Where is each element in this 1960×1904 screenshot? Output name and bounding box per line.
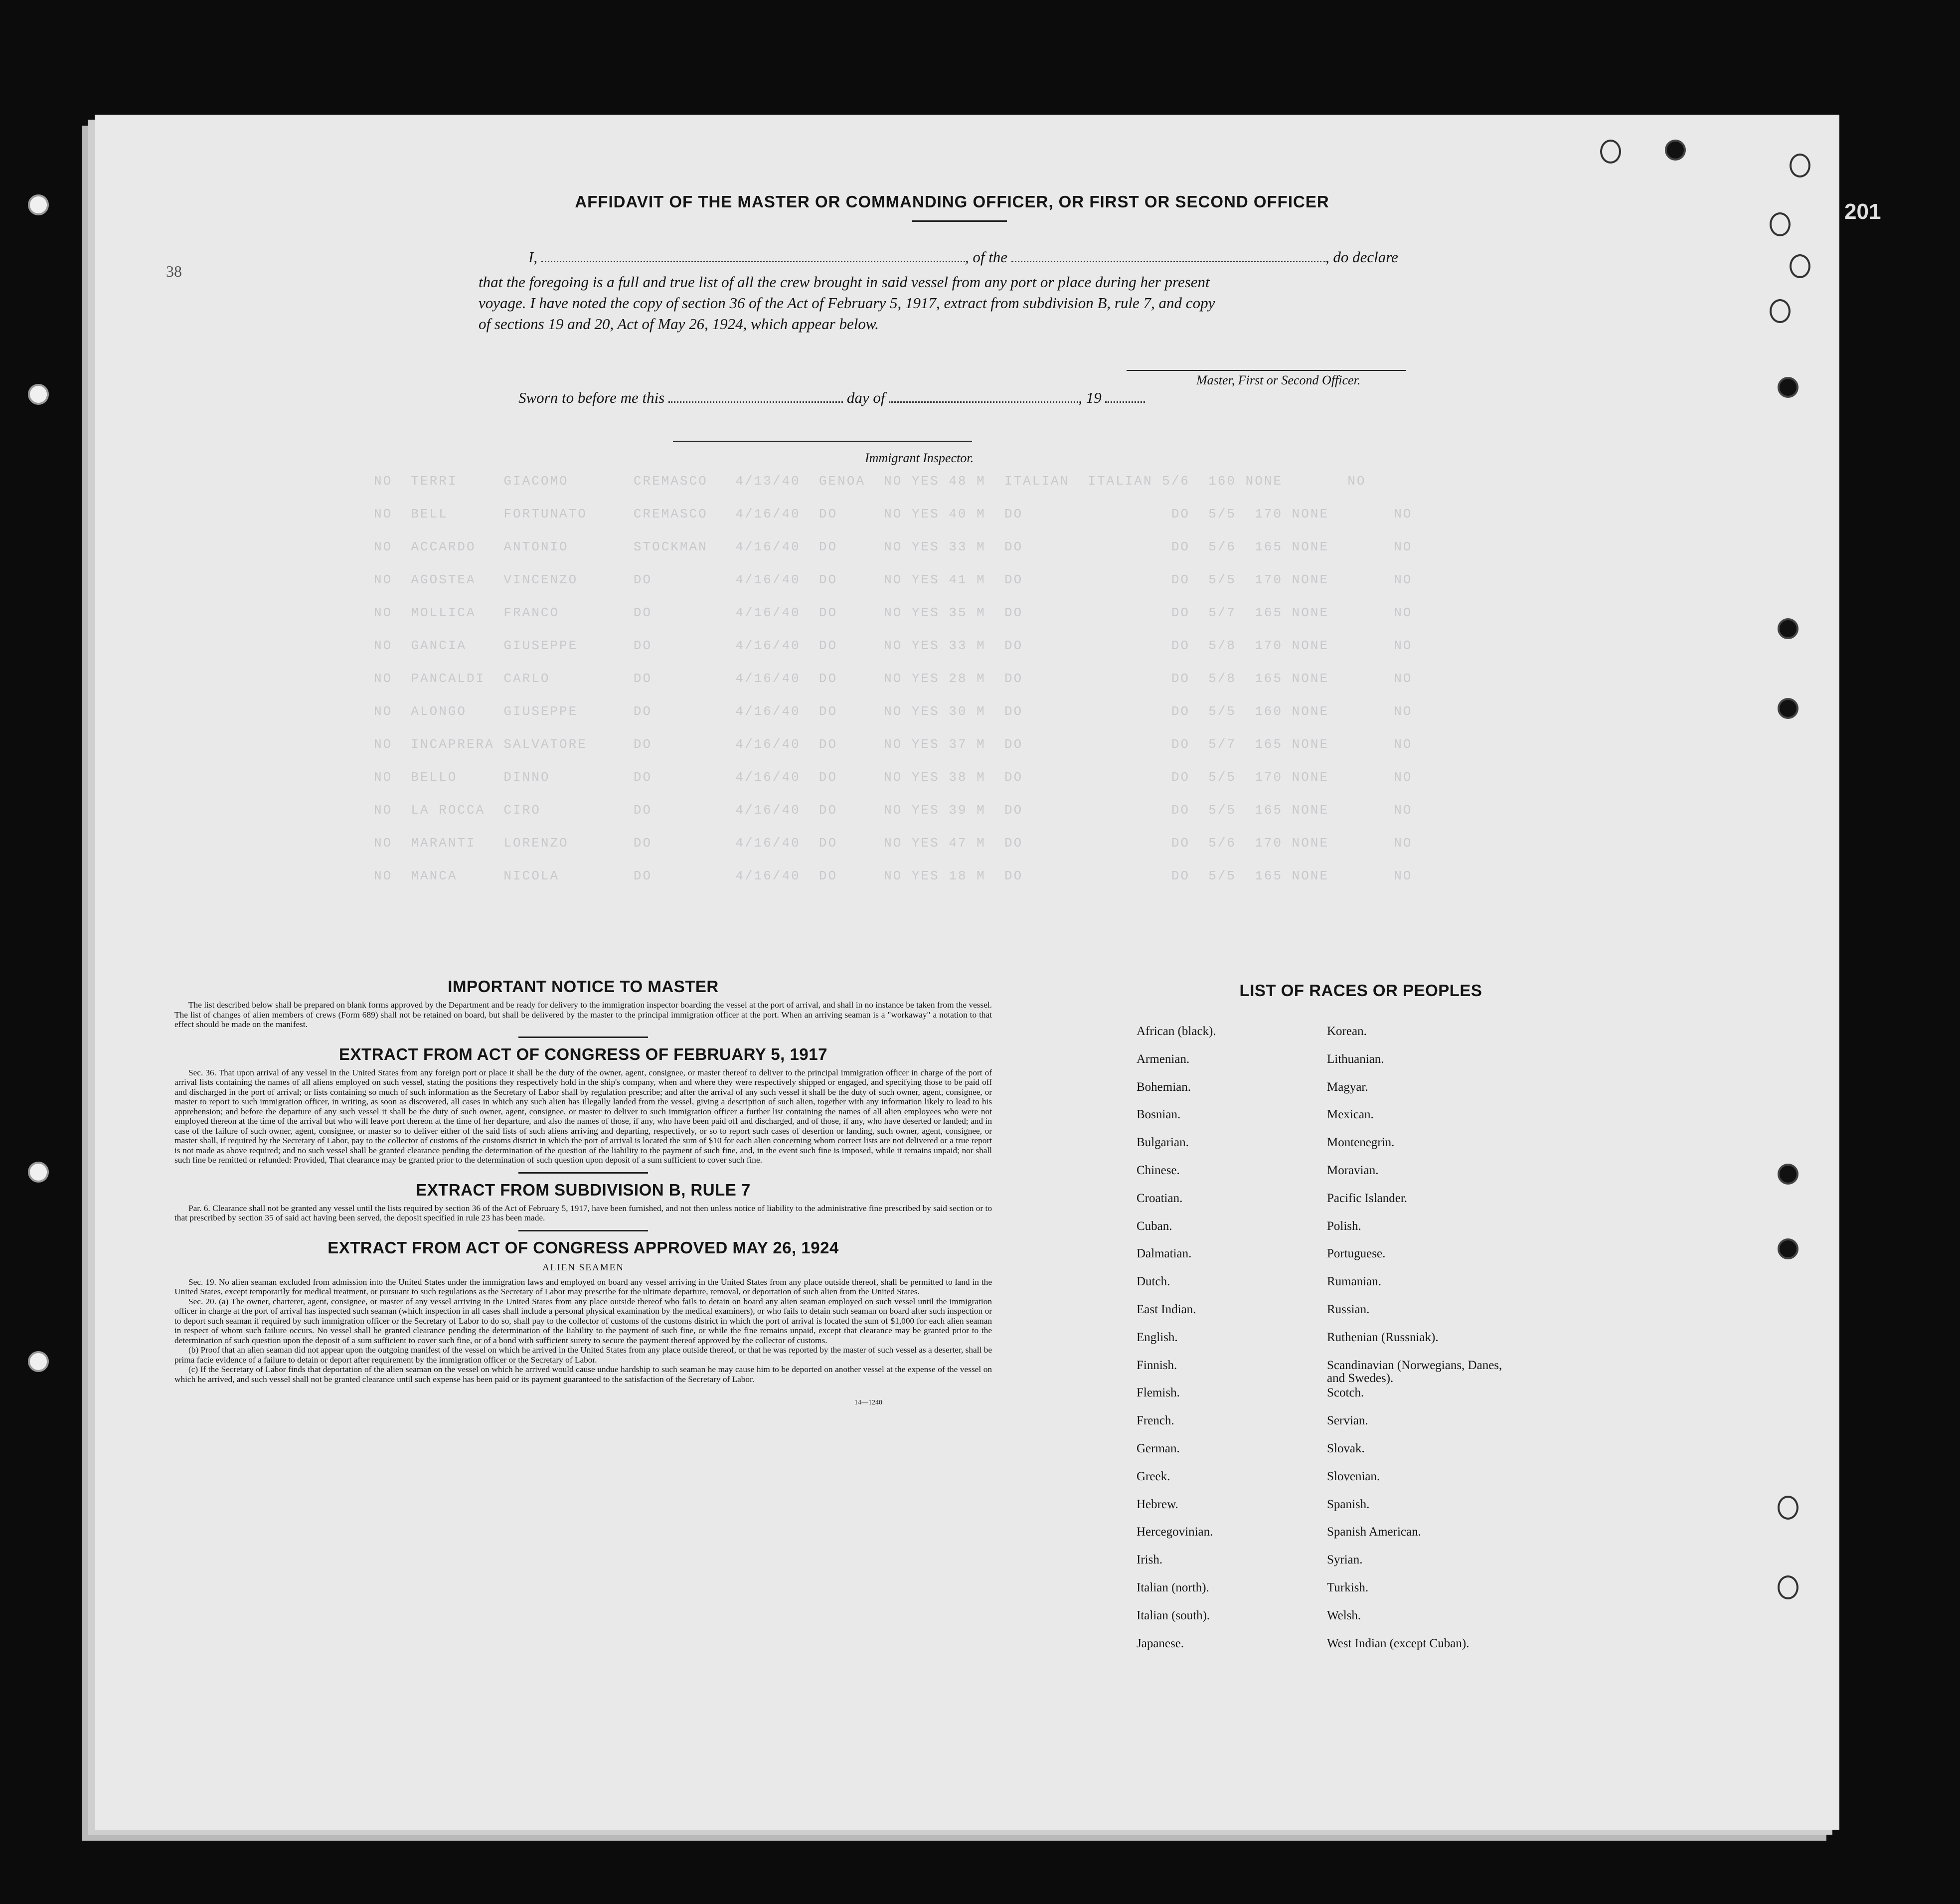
race-entry: Greek. [1137,1469,1170,1483]
affidavit-body-line: of sections 19 and 20, Act of May 26, 1924, which appear below. [479,315,879,333]
sec20a-text: Sec. 20. (a) The owner, charterer, agent, consignee, or master of any vessel arriving in the United States from any place outside thereof who fails to detain on board any alien seaman employed on such vessel until the immigration officer in charge at the port of arrival has inspected such seaman (which inspection in all cases shall include a personal physical examination by the medical examiners), or who fails to detain such seaman on board after such inspection or to deport such seaman if required by such immigration officer or the Secretary of Labor to do so, shall pay to the collector of customs of the customs district in which the port of arrival is located the sum of $1,000 for each alien seaman in respect of whom such failure occurs. No vessel shall be granted clearance pending the determination of the liability to the payment of such fine, or while the fine remains unpaid, except that clearance may be granted prior to the determination of such question upon the deposit of a sum sufficient to cover such fine, or of a bond with sufficient surety to secure the payment thereof approved by the collector of customs. [174,1296,992,1345]
race-entry: Lithuanian. [1327,1052,1384,1066]
punch-ring [1600,140,1621,164]
race-entry: East Indian. [1137,1302,1196,1316]
sworn-day-blank[interactable] [668,401,843,403]
races-column-1 [1137,1025,1326,1665]
binder-hole [28,194,49,215]
race-entry: Cuban. [1137,1219,1172,1233]
legal-extracts [174,977,992,1407]
race-entry: Slovak. [1327,1441,1365,1455]
race-entry: Bulgarian. [1137,1136,1189,1150]
race-entry: Korean. [1327,1025,1367,1038]
races-title: LIST OF RACES OR PEOPLES [1239,981,1482,1000]
punch-ring [1790,254,1810,278]
punch-hole [1778,1164,1798,1185]
race-entry: Hercegovinian. [1137,1525,1213,1539]
race-entry: Finnish. [1137,1358,1177,1372]
race-entry: Polish. [1327,1219,1361,1233]
race-entry: Italian (north). [1137,1580,1209,1594]
sec20b-text: (b) Proof that an alien seaman did not appear upon the outgoing manifest of the vessel on which he arrived in the United States from any place outside thereof, or that he was reported by the master of such vessel as a deserter, shall be prima facie evidence of a failure to detain or deport after requirement by the immigration officer or the Secretary of Labor. [174,1345,992,1365]
sworn-line [518,389,1145,407]
extract-1924-title: EXTRACT FROM ACT OF CONGRESS APPROVED MAY 26, 1924 [327,1238,839,1257]
binder-hole [28,1162,49,1183]
punch-hole [1778,698,1798,719]
race-entry: Flemish. [1137,1386,1180,1400]
race-entry: Italian (south). [1137,1608,1210,1622]
divider [518,1037,648,1038]
race-entry: Japanese. [1137,1636,1184,1650]
race-entry: Irish. [1137,1553,1163,1567]
race-entry: Dutch. [1137,1275,1170,1289]
race-entry: West Indian (except Cuban). [1327,1636,1470,1650]
sworn-month-blank[interactable] [889,401,1078,403]
divider [518,1172,648,1174]
punch-hole [1778,377,1798,398]
race-entry: Moravian. [1327,1163,1379,1177]
punch-hole [1778,618,1798,639]
race-entry: Russian. [1327,1302,1370,1316]
divider [518,1230,648,1231]
race-entry: French. [1137,1414,1174,1428]
inspector-label: Immigrant Inspector. [865,451,974,465]
race-entry: Welsh. [1327,1608,1361,1622]
race-entry: Armenian. [1137,1052,1190,1066]
punch-hole [1778,1238,1798,1259]
affidavit-body-line: that the foregoing is a full and true list of all the crew brought in said vessel from any port or place during her present [479,273,1210,291]
affidavit-declaration-line [528,248,1398,266]
extract-rule7-title: EXTRACT FROM SUBDIVISION B, RULE 7 [416,1180,751,1199]
affidavit-body [479,272,1535,335]
race-entry: African (black). [1137,1025,1216,1038]
extract-1917-title: EXTRACT FROM ACT OF CONGRESS OF FEBRUARY 5, 1917 [339,1044,827,1063]
master-label: Master, First or Second Officer. [1196,373,1361,387]
race-entry: Portuguese. [1327,1247,1386,1261]
race-entry: Pacific Islander. [1327,1191,1408,1205]
binder-hole [28,384,49,405]
affidavit-title: AFFIDAVIT OF THE MASTER OR COMMANDING OFFICER, OR FIRST OR SECOND OFFICER [575,192,1329,211]
race-entry: Hebrew. [1137,1497,1178,1511]
race-entry: Dalmatian. [1137,1247,1192,1261]
alien-seamen-subtitle: ALIEN SEAMEN [542,1262,624,1273]
race-entry: Magyar. [1327,1080,1368,1094]
punch-ring [1778,1496,1798,1520]
race-entry: Bohemian. [1137,1080,1191,1094]
race-entry: Mexican. [1327,1108,1374,1122]
document-page: 38 NO TERRI GIACOMO CREMASCO 4/13/40 GENOA NO YES 48 M ITALIAN ITALIAN 5/6 160 NONE NO NO BELL FORTUNATO CREMASCO 4/16/40 DO NO YES 40 M DO DO 5/5 170 NONE NO NO ACCARDO ANTONIO STOCKMAN 4/16/40 DO NO YES 33 M DO DO 5/6 165 NONE NO NO AGOSTEA VINCENZO DO 4/16/40 DO NO YES 41 M DO DO 5/5 170 NONE NO NO MOLLICA FRANCO DO 4/16/40 DO NO YES 35 M DO DO 5/7 165 NONE NO NO GANCIA GIUSEPPE DO 4/16/40 DO NO YES 33 M DO DO 5/8 170 NONE NO NO PANCALDI CARLO DO 4/16/40 DO NO YES 28 M DO DO 5/8 165 NONE NO NO ALONGO GIUSEPPE DO 4/16/40 DO NO YES 30 M DO DO 5/5 160 NONE NO NO INCAPRERA SALVATORE DO 4/16/40 DO NO YES 37 M DO DO 5/7 165 NONE NO NO BELLO DINNO DO 4/16/40 DO NO YES 38 M DO DO 5/5 170 NONE NO NO LA ROCCA CIRO DO 4/16/40 DO NO YES 39 M DO DO 5/5 165 NONE NO NO MARANTI LORENZO DO 4/16/40 DO NO YES 47 M DO DO 5/6 170 NONE NO NO MANCA NICOLA DO 4/16/40 DO NO YES 18 M DO DO 5/5 165 NONE NO AFFIDAVIT OF THE MASTER OR COMMANDING OFFICER, OR FIRST OR SECOND OFFICER I, , of the , do declare that the foregoing is a full and true list of all the crew brought in said vessel from any port or place during her present voyage. I have noted the copy of section 36 of the Act of February 5, 1917, extract from subdivision B, rule 7, and copy of sections 19 and 20, Act of May 26, 1924, which appear below. Master, First or Second Officer. Sworn to before me this day of , 19 Immigrant Inspector. IMPORTANT NOTICE TO MASTER The list described below shall be prepared on blank forms approved by the Department and be ready for delivery to the immigration inspector boarding the vessel at the port of arrival, and shall in no instance be taken from the vessel. The list of changes of alien members of crews (Form 689) shall not be retained on board, but shall be delivered by the master to the principal immigration officer at the port. When an arriving seaman is a "workaway" a notation to that effect should be made on the manifest. EXTRACT FROM ACT OF CONGRESS OF FEBRUARY 5, 1917 Sec. 36. That upon arrival of any vessel in the United States from any foreign port or place it shall be the duty of the owner, agent, consignee, or master thereof to deliver to the principal immigration officer in charge of the port of arrival lists containing the names of all aliens employed on such vessel, stating the positions they respectively hold in the ship's company, when and where they were respectively shipped or engaged, and specifying those to be paid off and discharged in the port of arrival; or lists containing so much of such information as the Secretary of Labor shall by regulation prescribe; and after the arrival of any such vessel it shall be the duty of such owner, agent, consignee, or master to report to such immigration officer, in writing, as soon as discovered, all cases in which any such alien has illegally landed from the vessel, giving a description of such alien, together with any information likely to lead to his apprehension; and before the departure of any such vessel it shall be the duty of such owner, agent, consignee, or master to deliver to such immigration officer a further list containing the names of all alien employees who were not employed thereon at the time of the arrival but who will leave port thereon at the time of her departure, and also the names of those, if any, who have been paid off and discharged, and of those, if any, who have deserted or landed; and in case of the failure of such owner, agent, consignee, or master so to deliver either of the said lists of such aliens arriving and departing, respectively, or so to report such cases of desertion or landing, such owner, agent, consignee, or master shall, if required by the Secretary of Labor, pay to the collector of customs of the customs district in which the port of arrival is located the sum of $10 for each alien concerning whom correct lists are not delivered or a true report is not made as above required; and no such vessel shall be granted clearance pending the determination of the question of the liability to the payment of such fine, and, in the event such fine is imposed, while it remains unpaid; nor shall such fine be remitted or refunded: Provided, That clearance may be granted prior to the determination of such question upon deposit of a sum sufficient to cover such fine. EXTRACT FROM SUBDIVISION B, RULE 7 Par. 6. Clearance shall not be granted any vessel until the lists required by section 36 of the Act of February 5, 1917, have been furnished, and not then unless notice of liability to the administrative fine prescribed by said section or to that prescribed by section 35 of said act having been served, the deposit specified in rule 23 has been made. EXTRACT FROM ACT OF CONGRESS APPROVED MAY 26, 1924 ALIEN SEAMEN Sec. 19. No alien seaman excluded from admission into the United States under the immigration laws and employed on board any vessel arriving in the United States from any place outside thereof, shall be permitted to land in the United States, except temporarily for medical treatment, or pursuant to such regulations as the Secretary of Labor may prescribe for the ultimate departure, removal, or deportation of such alien from the United States. Sec. 20. (a) The owner, charterer, agent, consignee, or master of any vessel arriving in the United States from any place outside thereof who fails to detain on board any alien seaman employed on such vessel until the immigration officer in charge at the port of arrival has inspected such seaman (which inspection in all cases shall include a personal physical examination by the medical examiners), or who fails to detain such seaman on board after such inspection or to deport such seaman if required by such immigration officer or the Secretary of Labor to do so, shall pay to the collector of customs of the customs district in which the port of arrival is located the sum of $1,000 for each alien seaman in respect of whom such failure occurs. No vessel shall be granted clearance pending the determination of the liability to the payment of such fine, or while the fine remains unpaid, except that clearance may be granted prior to the determination of such question upon the deposit of a sum sufficient to cover such fine, or of a bond with sufficient surety to secure the payment thereof approved by the collector of customs. (b) Proof that an alien seaman did not appear upon the outgoing manifest of the vessel on which he arrived in the United States from any place outside thereof, or that he was reported by the master of such vessel as a deserter, shall be prima facie evidence of a failure to detain or deport after requirement by the immigration officer or the Secretary of Labor. (c) If the Secretary of Labor finds that deportation of the alien seaman on the vessel on which he arrived would cause undue hardship to such seaman he may cause him to be deported on another vessel at the expense of the vessel on which he arrived, and such vessel shall not be granted clearance until such expense has been paid or its payment guaranteed to the satisfaction of the Secretary of Labor. 14—1240 LIST OF RACES OR PEOPLES African (black). Armenian. Bohemian. Bosnian. Bulgarian. Chinese. Croatian. Cuban. Dalmatian. Dutch. East Indian. English. Finnish. Flemish. French. German. Greek. Hebrew. Hercegovinian. Irish. Italian (north). Italian (south). Japanese. Korean. Lithuanian. Magyar. Mexican. Montenegrin. Moravian. Pacific Islander. Polish. Portuguese. Rumanian. Russian. Ruthenian (Russniak). Scandinavian (Norwegians, Danes, and Swedes). Scotch. Servian. Slovak. Slovenian. Spanish. Spanish American. Syrian. Turkish. Welsh. West Indian (except Cuban). [95,115,1839,1830]
race-entry: Montenegrin. [1327,1136,1395,1150]
race-entry: Turkish. [1327,1580,1369,1594]
races-column-2 [1327,1025,1516,1665]
master-signature-line[interactable] [1127,370,1406,371]
page-mark: 38 [166,262,182,280]
sec20c-text: (c) If the Secretary of Labor finds that deportation of the alien seaman on the vessel on which he arrived would cause undue hardship to such seaman he may cause him to be deported on another vessel at the expense of the vessel on which he arrived, and such vessel shall not be granted clearance until such expense has been paid or its payment guaranteed to the satisfaction of the Secretary of Labor. [174,1365,992,1384]
race-entry: Spanish American. [1327,1525,1421,1539]
declaration-i: I, [528,248,538,266]
punch-hole [1665,140,1686,161]
race-entry: Scotch. [1327,1386,1364,1400]
race-entry: Croatian. [1137,1191,1183,1205]
race-entry: Ruthenian (Russniak). [1327,1330,1439,1344]
race-entry: Chinese. [1137,1163,1180,1177]
punch-ring [1770,212,1791,236]
notice-title: IMPORTANT NOTICE TO MASTER [448,977,719,996]
race-entry: Syrian. [1327,1553,1363,1567]
race-entry: English. [1137,1330,1178,1344]
race-entry: Bosnian. [1137,1108,1181,1122]
extract-1917-text: Sec. 36. That upon arrival of any vessel in the United States from any foreign port or place it shall be the duty of the owner, agent, consignee, or master thereof to deliver to the principal immigration officer in charge of the port of arrival lists containing the names of all aliens employed on such vessel, stating the positions they respectively hold in the ship's company, when and where they were respectively shipped or engaged, and specifying those to be paid off and discharged in the port of arrival; or lists containing so much of such information as the Secretary of Labor shall by regulation prescribe; and after the arrival of any such vessel it shall be the duty of such owner, agent, consignee, or master to report to such immigration officer, in writing, as soon as discovered, all cases in which any such alien has illegally landed from the vessel, giving a description of such alien, together with any information likely to lead to his apprehension; and before the departure of any such vessel it shall be the duty of such owner, agent, consignee, or master to deliver to such immigration officer a further list containing the names of all alien employees who were not employed thereon at the time of the arrival but who will leave port thereon at the time of her departure, and also the names of those, if any, who have been paid off and discharged, and of those, if any, who have deserted or landed; and in case of the failure of such owner, agent, consignee, or master so to deliver either of the said lists of such aliens arriving and departing, respectively, or so to report such cases of desertion or landing, such owner, agent, consignee, or master shall, if required by the Secretary of Labor, pay to the collector of customs of the customs district in which the port of arrival is located the sum of $10 for each alien concerning whom correct lists are not delivered or a true report is not made as above required; and no such vessel shall be granted clearance pending the determination of the question of the liability to the payment of such fine, and, in the event such fine is imposed, while it remains unpaid; nor shall such fine be remitted or refunded: Provided, That clearance may be granted prior to the determination of such question upon deposit of a sum sufficient to cover such fine. [174,1067,992,1165]
binder-hole [28,1351,49,1372]
extract-rule7-text: Par. 6. Clearance shall not be granted any vessel until the lists required by section 36 of the Act of February 5, 1917, have been furnished, and not then unless notice of liability to the administrative fine prescribed by said section or to that prescribed by section 35 of said act having been served, the deposit specified in rule 23 has been made. [174,1203,992,1222]
race-entry: Servian. [1327,1414,1368,1428]
inspector-signature-line[interactable] [673,441,972,442]
race-entry: Rumanian. [1327,1275,1382,1289]
form-number: 14—1240 [854,1399,882,1406]
notice-text: The list described below shall be prepared on blank forms approved by the Department and be ready for delivery to the immigration inspector boarding the vessel at the port of arrival, and shall in no instance be taken from the vessel. The list of changes of alien members of crews (Form 689) shall not be retained on board, but shall be delivered by the master to the principal immigration officer at the port. When an arriving seaman is a "workaway" a notation to that effect should be made on the manifest. [174,1000,992,1029]
sheet-number: 201 [1844,199,1881,224]
sec19-text: Sec. 19. No alien seaman excluded from admission into the United States under the immigration laws and employed on board any vessel arriving in the United States from any place outside thereof, shall be permitted to land in the United States, except temporarily for medical treatment, or pursuant to such regulations as the Secretary of Labor may prescribe for the ultimate departure, removal, or deportation of such alien from the United States. [174,1277,992,1296]
title-underline [912,220,1007,222]
declaration-of-the: , of the [965,248,1008,266]
punch-ring [1778,1575,1798,1599]
affidavit-body-line: voyage. I have noted the copy of section 36 of the Act of February 5, 1917, extract from subdivision B, rule 7, and copy [479,294,1215,312]
race-entry: Spanish. [1327,1497,1370,1511]
race-entry: Scandinavian (Norwegians, Danes, and Swedes). [1327,1358,1502,1385]
vessel-blank[interactable] [1011,261,1325,262]
name-blank[interactable] [541,261,965,262]
race-entry: Slovenian. [1327,1469,1380,1483]
sworn-day-label: day of [846,389,885,406]
punch-ring [1790,154,1810,177]
sworn-year-blank[interactable] [1105,401,1145,403]
race-entry: German. [1137,1441,1180,1455]
sworn-prefix: Sworn to before me this [518,389,665,406]
declaration-declare: , do declare [1325,248,1398,266]
punch-ring [1770,299,1791,323]
sworn-year-label: , 19 [1078,389,1102,406]
